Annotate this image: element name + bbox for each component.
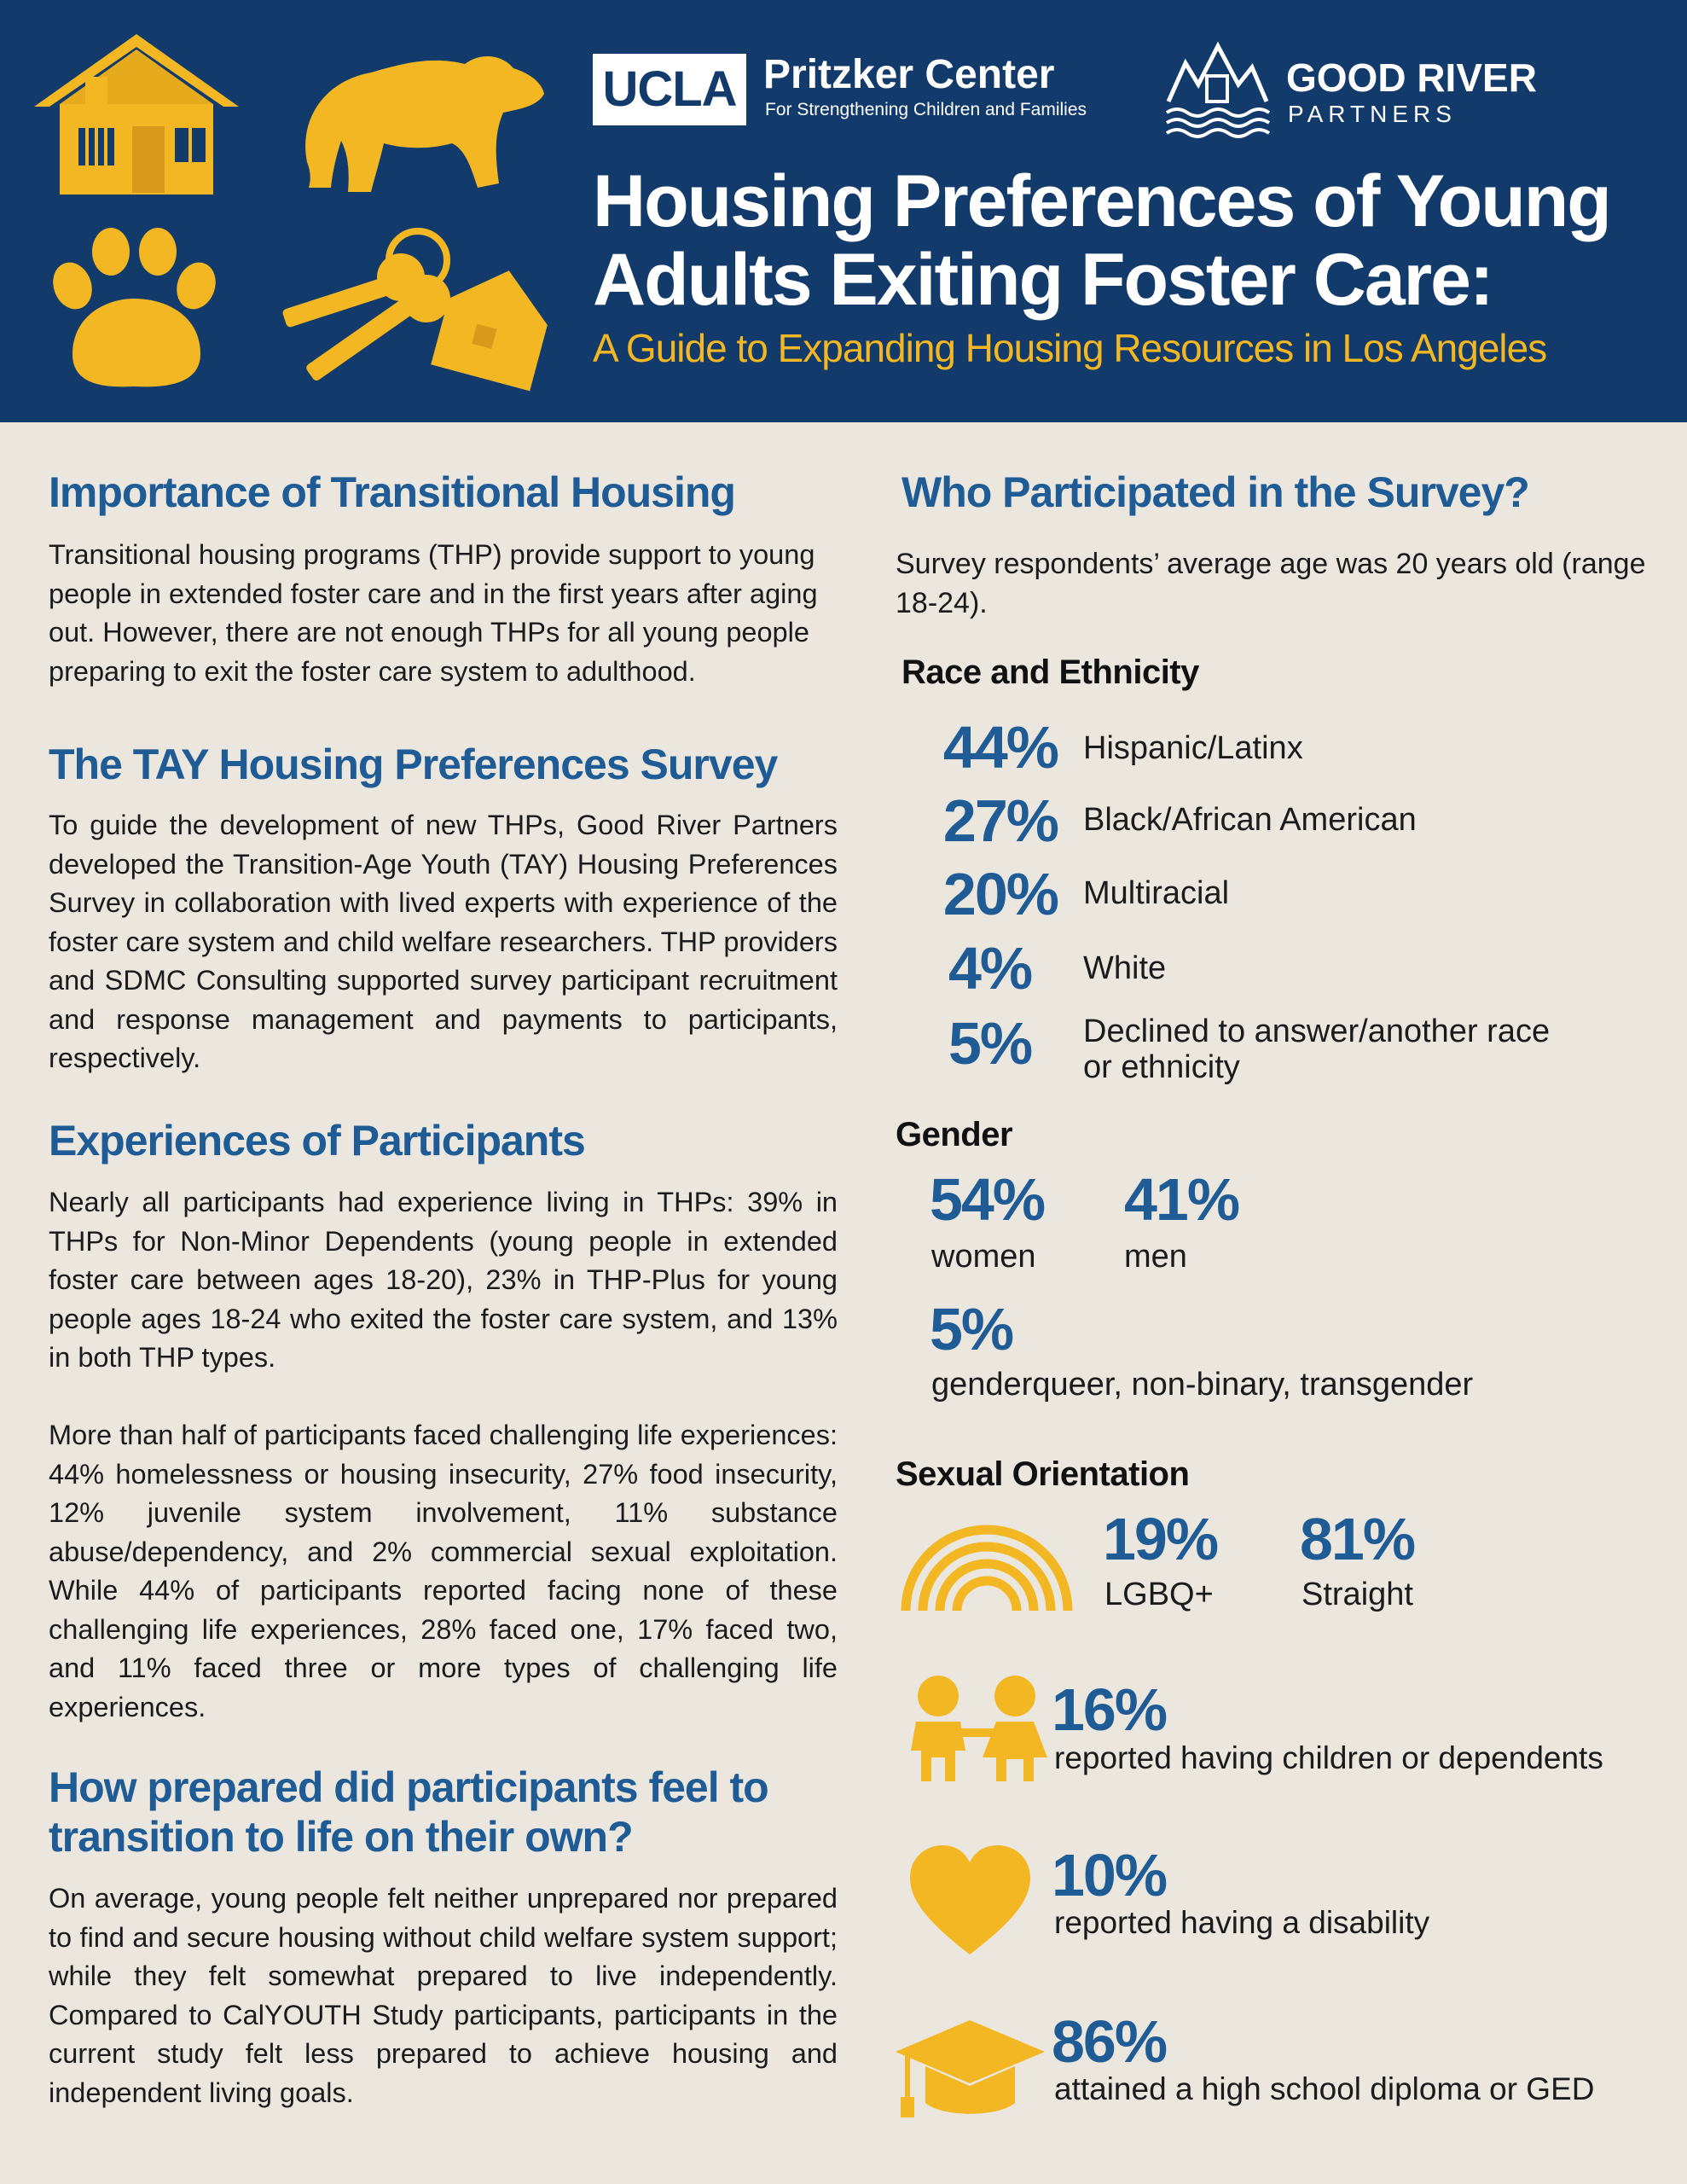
orientation-label-straight: Straight: [1301, 1577, 1413, 1612]
gender-pct-men: 41%: [1124, 1166, 1239, 1233]
section-body-preparedness: On average, young people felt neither unprepared nor prepared to find and secure housing without child welfare system support; while they felt somewhat prepared to live independently. Compared to CalYOUTH Study participants, participants in the current study felt less prepared to achieve housing and independent living goals.: [49, 1883, 838, 2108]
section-title-preparedness-line1: How prepared did participants feel to: [49, 1763, 768, 1811]
race-label-black: Black/African American: [1083, 802, 1417, 838]
section-body-experiences-1: Nearly all participants had experience living in THPs: 39% in THPs for Non-Minor Dependents (young people in extended foster care between ages 18-20), 23% in THP-Plus for young people ages 18-24 who exited the foster care system, and 13% in both THP types.: [49, 1187, 838, 1373]
gender-pct-women: 54%: [930, 1166, 1045, 1233]
gender-label-women: women: [931, 1239, 1036, 1275]
stat-label-disability: reported having a disability: [1054, 1905, 1430, 1940]
ucla-logo: UCLA: [593, 54, 746, 125]
section-body-transitional-housing: Transitional housing programs (THP) provide support to young people in extended foster care and in the first years after aging out. However, there are not enough THPs for all young people preparing to exit the foster care system to adulthood.: [49, 539, 818, 687]
race-pct-black: 27%: [942, 787, 1058, 854]
race-pct-multiracial: 20%: [942, 861, 1058, 927]
stat-pct-disability: 10%: [1052, 1842, 1167, 1908]
bear-icon: [290, 34, 546, 205]
race-label-hispanic: Hispanic/Latinx: [1083, 730, 1303, 766]
paw-icon: [38, 218, 226, 397]
orientation-pct-straight: 81%: [1300, 1506, 1415, 1572]
section-title-transitional-housing: Importance of Transitional Housing: [49, 468, 735, 516]
gender-label-men: men: [1124, 1239, 1187, 1275]
race-label-declined-line2: or ethnicity: [1083, 1049, 1240, 1085]
race-pct-white: 4%: [948, 935, 1032, 1002]
stat-label-diploma: attained a high school diploma or GED: [1054, 2071, 1595, 2106]
orientation-heading: Sexual Orientation: [896, 1455, 1190, 1493]
section-body-tay-survey: To guide the development of new THPs, Good River Partners developed the Transition-Age Youth (TAY) Housing Preferences Survey in collaboration with lived experts with experience of the foster care system and child welfare researchers. THP providers and SDMC Consulting supported survey participant recruitment and response management and payments to participants, respectively.: [49, 810, 838, 1073]
heart-icon: [908, 1845, 1032, 1956]
race-ethnicity-heading: Race and Ethnicity: [901, 653, 1199, 691]
gender-heading: Gender: [896, 1116, 1013, 1153]
header-banner: [0, 0, 1687, 422]
orientation-pct-lgbq: 19%: [1103, 1506, 1218, 1572]
race-pct-declined: 5%: [948, 1010, 1032, 1077]
section-title-participants: Who Participated in the Survey?: [901, 468, 1529, 516]
children-icon: [896, 1672, 1058, 1783]
gender-pct-nonbinary: 5%: [930, 1296, 1013, 1362]
house-icon: [26, 26, 247, 196]
keys-icon: [264, 218, 563, 397]
gender-label-nonbinary: genderqueer, non-binary, transgender: [931, 1367, 1474, 1403]
good-river-logo-icon: [1160, 38, 1275, 140]
stat-label-children: reported having children or dependents: [1054, 1740, 1603, 1775]
section-title-experiences: Experiences of Participants: [49, 1117, 585, 1165]
race-label-declined: Declined to answer/another race: [1083, 1014, 1551, 1049]
age-summary: Survey respondents’ average age was 20 years old (range 18-24).: [896, 548, 1646, 619]
logos-row: [593, 51, 1667, 154]
pritzker-center-name: Pritzker Center: [763, 52, 1055, 97]
stat-pct-children: 16%: [1052, 1676, 1167, 1743]
page-title: [593, 162, 1676, 319]
rainbow-icon: [896, 1519, 1078, 1612]
page-title-line2: Adults Exiting Foster Care:: [593, 239, 1493, 321]
orientation-label-lgbq: LGBQ+: [1104, 1577, 1214, 1612]
race-label-white: White: [1083, 950, 1167, 986]
stat-pct-diploma: 86%: [1052, 2008, 1167, 2075]
section-title-tay-survey: The TAY Housing Preferences Survey: [49, 741, 778, 788]
section-body-experiences-2: More than half of participants faced challenging life experiences: 44% homelessness or housing insecurity, 27% food insecurity, 12% juvenile system involvement, 11% substance abuse/dependency, and 2% commercial sexual exploitation. While 44% of participants reported facing none of these challenging life experiences, 28% faced one, 17% faced two, and 11% faced three or more types of challenging life experiences.: [49, 1420, 838, 1722]
section-title-preparedness: [49, 1763, 768, 1862]
page-subtitle: A Guide to Expanding Housing Resources in Los Angeles: [593, 326, 1547, 370]
race-label-multiracial: Multiracial: [1083, 875, 1230, 911]
section-title-preparedness-line2: transition to life on their own?: [49, 1813, 633, 1861]
race-pct-hispanic: 44%: [942, 714, 1058, 781]
good-river-name: GOOD RIVER: [1286, 55, 1537, 100]
graduation-cap-icon: [896, 2013, 1045, 2124]
page-title-line1: Housing Preferences of Young: [593, 160, 1610, 242]
pritzker-center-tagline: For Strengthening Children and Families: [765, 100, 1087, 119]
good-river-sub: PARTNERS: [1288, 101, 1457, 127]
